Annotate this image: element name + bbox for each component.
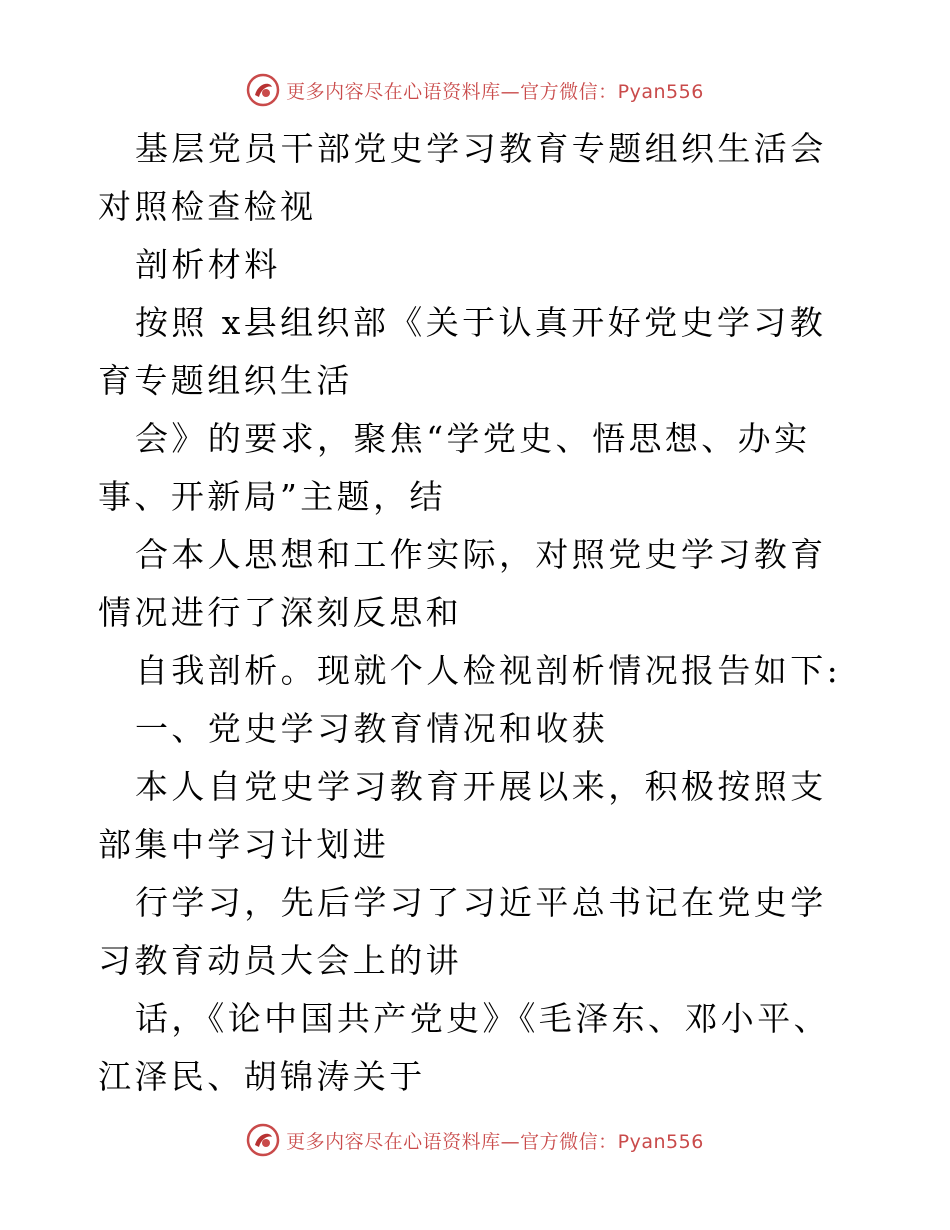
paragraph: 合本人思想和工作实际，对照党史学习教育情况进行了深刻反思和 xyxy=(98,535,827,632)
banner-text: 更多内容尽在心语资料库—官方微信：Pyan556 xyxy=(286,1130,704,1153)
paragraph: 本人自党史学习教育开展以来，积极按照支部集中学习计划进 xyxy=(98,767,827,864)
paragraph: 基层党员干部党史学习教育专题组织生活会对照检查检视 xyxy=(98,129,827,226)
paragraph: 话，《论中国共产党史》《毛泽东、邓小平、江泽民、胡锦涛关于 xyxy=(98,999,830,1096)
footer-banner xyxy=(0,1120,950,1160)
paragraph: 行学习，先后学习了习近平总书记在党史学习教育动员大会上的讲 xyxy=(98,883,827,980)
paragraph: 会》的要求，聚焦“学党史、悟思想、办实事、开新局”主题，结 xyxy=(98,419,811,516)
paragraph: 剖析材料 xyxy=(135,245,281,284)
header-banner xyxy=(0,70,950,110)
red-swirl-logo-icon xyxy=(246,1123,280,1157)
banner-text: 更多内容尽在心语资料库—官方微信：Pyan556 xyxy=(286,80,704,103)
document-body xyxy=(98,120,858,1106)
paragraph: 自我剖析。现就个人检视剖析情况报告如下: xyxy=(135,651,842,690)
red-swirl-logo-icon xyxy=(246,73,280,107)
section-heading: 一、党史学习教育情况和收获 xyxy=(135,709,609,748)
paragraph: 按照 x县组织部《关于认真开好党史学习教育专题组织生活 xyxy=(98,303,827,400)
